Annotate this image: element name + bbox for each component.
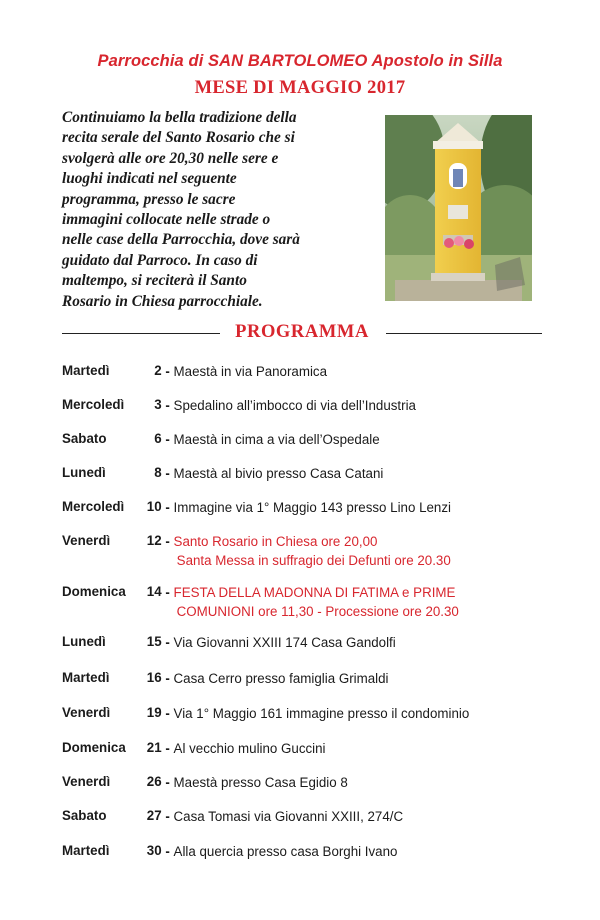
schedule-row (62, 843, 551, 883)
schedule-date: 6 (154, 431, 162, 447)
dash-separator: - (165, 635, 174, 651)
schedule-text: Santo Rosario in Chiesa ore 20,00 (173, 534, 378, 550)
schedule-text: Casa Tomasi via Giovanni XXIII, 274/C (173, 809, 404, 825)
dash-separator: - (165, 500, 174, 516)
schedule-text: Maestà in cima a via dell’Ospedale (173, 432, 380, 448)
schedule-date: 15 (146, 634, 162, 650)
schedule-date: 19 (146, 705, 162, 721)
schedule-text: Immagine via 1° Maggio 143 presso Lino Lenzi (173, 500, 451, 516)
dash-separator: - (165, 741, 174, 757)
divider-line-right (386, 333, 542, 334)
page-title: MESE DI MAGGIO 2017 (194, 78, 406, 98)
schedule-text: Via 1° Maggio 161 immagine presso il condominio (173, 706, 470, 722)
schedule-description-line (165, 431, 379, 450)
schedule-row (62, 670, 551, 710)
schedule-description-line: COMUNIONI ore 11,30 - Processione ore 20.30 (176, 604, 459, 620)
schedule-description-line (165, 465, 383, 484)
schedule-text: Maestà in via Panoramica (173, 364, 327, 380)
schedule-day: Venerdì (62, 533, 111, 549)
schedule-description-line (165, 397, 416, 416)
schedule-day: Mercoledì (62, 397, 125, 413)
schedule-text: Casa Cerro presso famiglia Grimaldi (173, 671, 389, 687)
schedule-description (165, 808, 403, 827)
schedule-date: 30 (146, 843, 162, 859)
program-title: PROGRAMMA (235, 322, 369, 342)
schedule-day: Martedì (62, 670, 110, 686)
schedule-description (165, 705, 469, 724)
schedule-description (165, 584, 458, 622)
schedule-day: Sabato (62, 431, 107, 447)
intro-line: maltempo, si reciterà il Santo (62, 272, 247, 290)
dash-separator: - (165, 809, 174, 825)
schedule-description-line (165, 808, 403, 827)
schedule-description (165, 843, 397, 862)
schedule-description (165, 465, 383, 484)
schedule-row (62, 533, 551, 573)
program-divider (62, 322, 542, 346)
shrine-illustration (385, 115, 532, 301)
schedule-date: 3 (154, 397, 162, 413)
schedule-text: FESTA DELLA MADONNA DI FATIMA e PRIME (173, 585, 456, 601)
schedule-date: 16 (146, 670, 162, 686)
dash-separator: - (165, 534, 174, 550)
dash-separator: - (165, 364, 174, 380)
dash-separator: - (165, 706, 174, 722)
schedule-row (62, 584, 551, 624)
intro-line: Continuiamo la bella tradizione della (62, 109, 297, 126)
schedule-description-line (165, 670, 388, 689)
schedule-row (62, 634, 551, 674)
schedule-text: Via Giovanni XXIII 174 Casa Gandolfi (173, 635, 396, 651)
schedule-description-line (165, 774, 347, 793)
schedule-description (165, 670, 388, 689)
dash-separator: - (165, 432, 174, 448)
schedule-description (165, 774, 347, 793)
schedule-description-line (165, 584, 458, 603)
intro-line: luoghi indicati nel seguente (62, 170, 237, 188)
intro-line: recita serale del Santo Rosario che si (62, 129, 295, 147)
schedule-description (165, 740, 325, 759)
dash-separator: - (165, 466, 174, 482)
schedule-text: Maestà al bivio presso Casa Catani (173, 466, 384, 482)
schedule-description-line (165, 740, 325, 759)
intro-line: guidato dal Parroco. In caso di (62, 251, 258, 269)
schedule-description (165, 363, 327, 382)
schedule-text: Alla quercia presso casa Borghi Ivano (173, 844, 398, 860)
intro-line: svolgerà alle ore 20,30 nelle sere e (62, 149, 279, 167)
schedule-description (165, 499, 451, 518)
schedule-day: Mercoledì (62, 499, 125, 515)
schedule-description (165, 533, 450, 571)
schedule-text: Spedalino all’imbocco di via dell’Industria (173, 398, 416, 414)
schedule-description (165, 634, 395, 653)
intro-line: immagini collocate nelle strade o (62, 211, 271, 229)
schedule-day: Martedì (62, 363, 110, 379)
schedule-date: 27 (146, 808, 162, 824)
dash-separator: - (165, 844, 174, 860)
dash-separator: - (165, 398, 174, 414)
schedule-day: Lunedì (62, 634, 106, 650)
schedule-description-line: Santa Messa in suffragio dei Defunti ore 20.30 (176, 553, 451, 569)
schedule-day: Venerdì (62, 774, 111, 790)
intro-paragraph (62, 108, 374, 312)
schedule-description-line (165, 843, 397, 862)
intro-line: programma, presso le sacre (62, 190, 236, 208)
schedule-date: 26 (146, 774, 162, 790)
schedule-day: Lunedì (62, 465, 106, 481)
schedule-day: Domenica (62, 740, 126, 756)
intro-line: nelle case della Parrocchia, dove sarà (62, 231, 300, 249)
schedule-row (62, 808, 551, 848)
schedule-date: 8 (154, 465, 162, 481)
schedule-day: Martedì (62, 843, 110, 859)
schedule-day: Venerdì (62, 705, 111, 721)
schedule-row (62, 705, 551, 745)
schedule-text: Al vecchio mulino Guccini (173, 741, 326, 757)
dash-separator: - (165, 585, 174, 601)
schedule-text: Maestà presso Casa Egidio 8 (173, 775, 348, 791)
schedule-date: 21 (146, 740, 162, 756)
schedule-date: 12 (146, 533, 162, 549)
shrine-photo (385, 115, 532, 301)
schedule-description (165, 397, 416, 416)
intro-line: Rosario in Chiesa parrocchiale. (62, 292, 263, 310)
schedule-day: Sabato (62, 808, 107, 824)
schedule-description-line (165, 499, 451, 518)
schedule-description-line (165, 363, 327, 382)
schedule-date: 10 (146, 499, 162, 515)
schedule-date: 14 (146, 584, 162, 600)
dash-separator: - (165, 671, 174, 687)
schedule-description-line (165, 705, 469, 724)
dash-separator: - (165, 775, 174, 791)
schedule-day: Domenica (62, 584, 126, 600)
parish-header: Parrocchia di SAN BARTOLOMEO Apostolo in Silla (97, 52, 503, 70)
schedule-description (165, 431, 379, 450)
schedule-date: 2 (154, 363, 162, 379)
schedule-description-line (165, 533, 450, 552)
schedule-description-line (165, 634, 395, 653)
